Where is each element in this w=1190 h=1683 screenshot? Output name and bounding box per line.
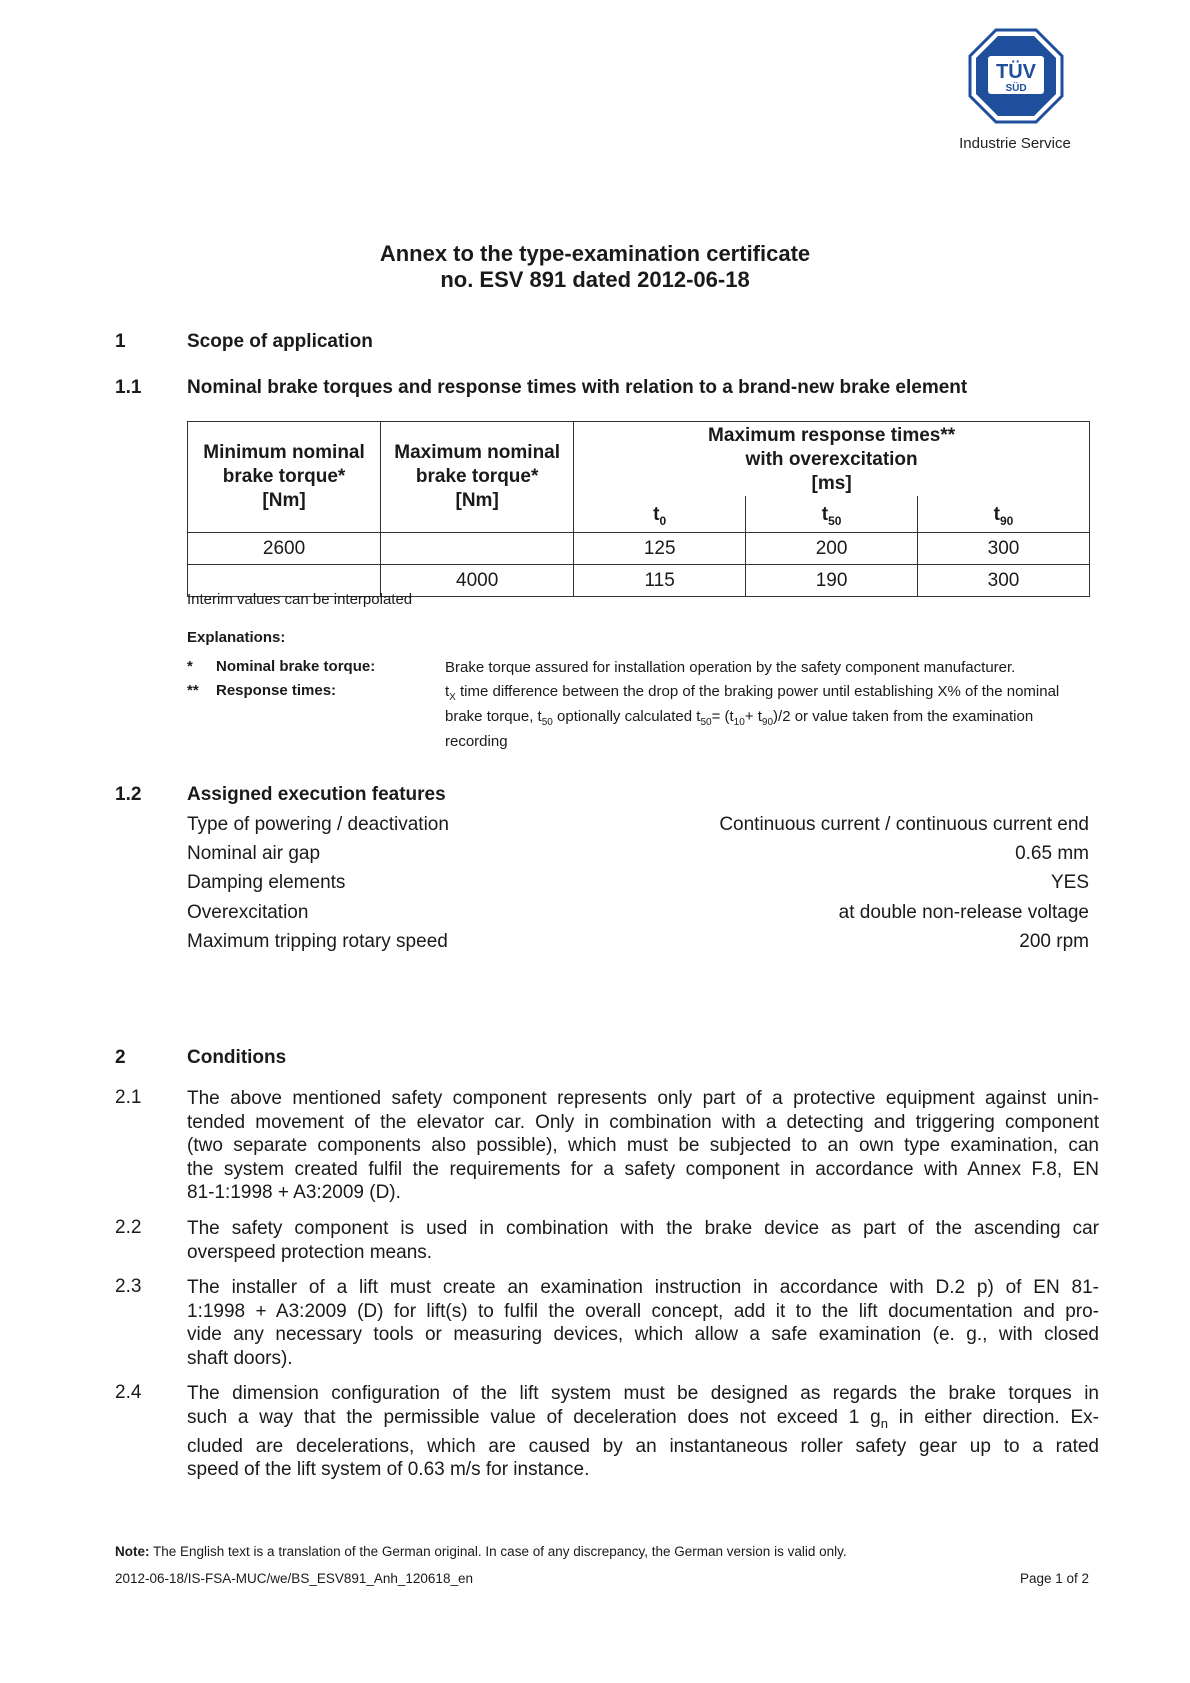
cell-t90: 300 [918,565,1090,597]
feature-label: Nominal air gap [187,843,321,864]
header-t90: $t_{90}$ [918,496,1090,533]
condition-2-2-number: 2.2 [115,1217,142,1238]
condition-2-3-number: 2.3 [115,1276,142,1297]
logo-text-sud: SÜD [1005,83,1027,94]
logo-caption: Industrie Service [959,135,1071,152]
header-response-times: Maximum response times** with overexcitation [ms] [574,422,1090,497]
cell-min: 2600 [188,533,381,565]
cell-max: 4000 [381,565,574,597]
torque-table [187,421,1090,597]
cell-t90: 300 [918,533,1090,565]
feature-label: Type of powering / deactivation [187,814,449,835]
header-t50: $t_{50}$ [746,496,918,533]
condition-2-2-text: The safety component is used in combination with the brake device as part of the ascending car overspeed protection means. [187,1218,1099,1263]
feature-value: YES [1050,872,1089,893]
page-number: Page 1 of 2 [1019,1571,1089,1586]
condition-2-1-text: The above mentioned safety component represents only part of a protective equipment against unin- tended movement of the elevator car. Only in combination with a detecting and triggering component (two separate components also possible), which must be subjected to an own type examination, can the system created fulfil the requirements for a safety component in accordance with Annex F.8, EN 81-1:1998 + A3:2009 (D). [187,1088,1099,1203]
section-1-1-title: Nominal brake torques and response times with relation to a brand-new brake element [187,377,968,398]
table-row [188,533,1090,565]
header-min-torque: Minimum nominal brake torque* [Nm] [188,422,381,533]
section-1-number: 1 [115,331,126,352]
condition-2-4-number: 2.4 [115,1382,142,1403]
feature-value: at double non-release voltage [838,902,1089,923]
explanation-1-text: Brake torque assured for installation operation by the safety component manufacturer. [445,659,1016,676]
explanation-1-marker: * [187,658,193,675]
section-1-2-number: 1.2 [115,784,142,805]
cell-t50: 190 [746,565,918,597]
feature-value: 0.65 mm [1015,843,1089,864]
section-2-number: 2 [115,1047,126,1068]
explanation-2-marker: ** [187,682,199,699]
header-t0: $t_0$ [574,496,746,533]
condition-2-3-text: The installer of a lift must create an examination instruction in accordance with D.2 p) of EN 81- 1:1998 + A3:2009 (D) for lift(s) to fulfil the overall concept, add it to the lift documentation and pro- vide any necessary tools or measuring devices, which allow a safe examination (e. g., with closed shaft doors). [187,1277,1099,1369]
explanation-2-label: Response times: [216,682,337,699]
condition-2-4-text: The dimension configuration of the lift system must be designed as regards the brake torques in such a way that the permissible value of deceleration does not exceed 1 $g_n$ in either direction. Ex- cluded are decelerations, which are caused by an instantaneous roller safety gear up to a rated speed of the lift system of 0.63 m/s for instance. [187,1383,1099,1481]
feature-value: 200 rpm [1019,931,1089,952]
tuv-sud-logo [968,28,1064,124]
header-max-torque: Maximum nominal brake torque* [Nm] [381,422,574,533]
explanations-heading: Explanations: [187,629,286,646]
feature-label: Maximum tripping rotary speed [187,931,448,952]
explanation-1-label: Nominal brake torque: [216,658,376,675]
feature-label: Damping elements [187,872,346,893]
section-1-2-title: Assigned execution features [187,784,446,805]
document-title-line1: Annex to the type-examination certificate [379,241,811,266]
section-1-title: Scope of application [187,331,373,352]
logo-text-tuv: TÜV [996,61,1036,83]
section-1-1-number: 1.1 [115,377,142,398]
footer-reference: 2012-06-18/IS-FSA-MUC/we/BS_ESV891_Anh_120618_en [115,1571,473,1586]
feature-value: Continuous current / continuous current end [719,814,1089,835]
cell-max [381,533,574,565]
cell-t50: 200 [746,533,918,565]
section-2-title: Conditions [187,1047,287,1068]
footer-note: Note: The English text is a translation of the German original. In case of any discrepancy, the German version is valid only. [115,1544,847,1559]
condition-2-1-number: 2.1 [115,1087,142,1108]
cell-t0: 115 [574,565,746,597]
table-note: Interim values can be interpolated [187,591,413,608]
feature-label: Overexcitation [187,902,309,923]
cell-t0: 125 [574,533,746,565]
document-title-line2: no. ESV 891 dated 2012-06-18 [440,267,750,292]
explanation-2-text: $t_X$ time difference between the drop of the braking power until establishing X% of the nominal brake torque, $t_{50}$ optionally calculated $t_{50}= (t_{10}+ t_{90})/2$ or value taken from the examination recording [445,683,1060,750]
